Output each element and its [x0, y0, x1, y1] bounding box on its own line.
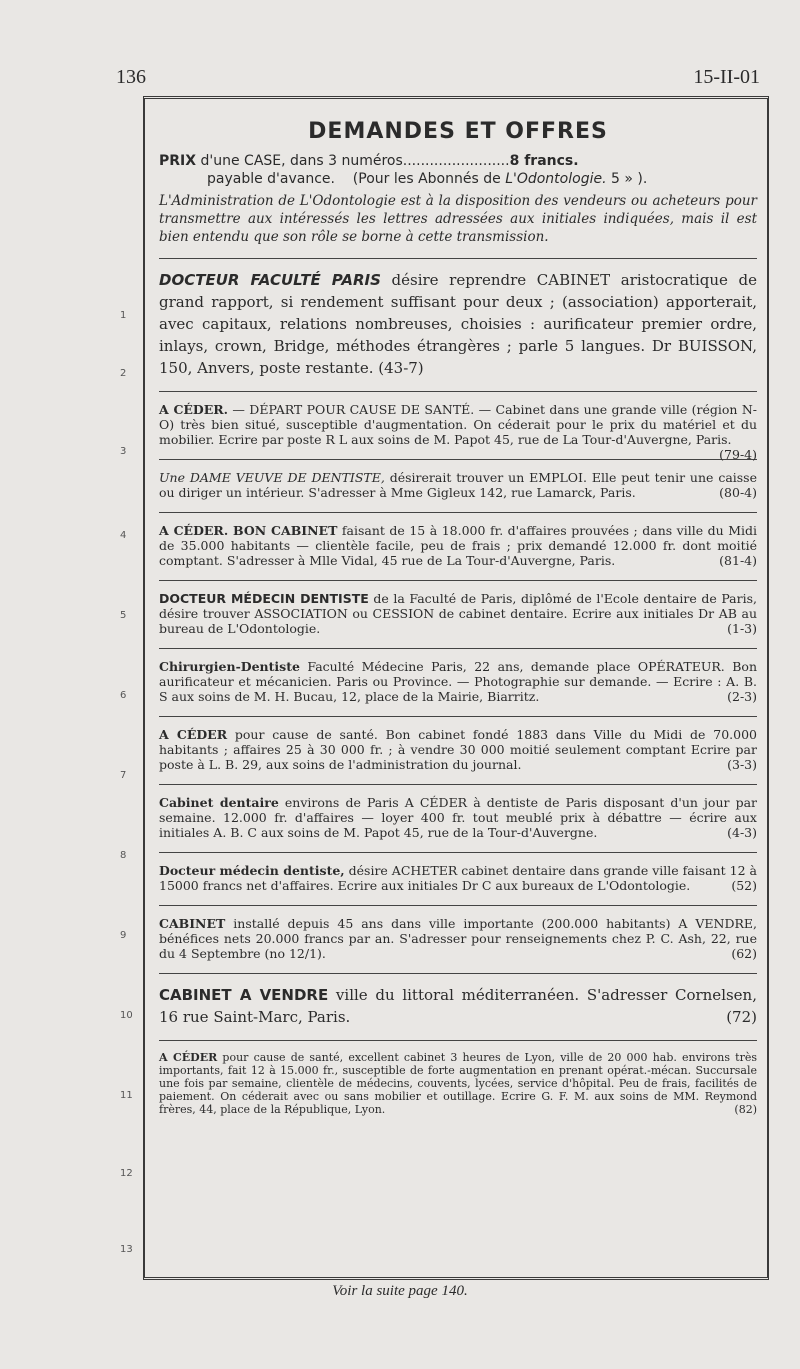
- price-line-1: [159, 152, 757, 170]
- divider: [159, 580, 757, 581]
- ad-item: [159, 727, 757, 772]
- price-desc: d'une CASE, dans 3 numéros........................: [196, 153, 510, 169]
- margin-number: 1: [120, 310, 127, 321]
- ad-lead: CABINET A VENDRE: [159, 986, 329, 1004]
- ad-lead: DOCTEUR MÉDECIN DENTISTE: [159, 591, 369, 606]
- divider: [159, 973, 757, 974]
- admin-notice: L'Administration de L'Odontologie est à la disposition des vendeurs ou acheteurs pour transmettre aux intéressés les lettres adressées aux initiales indiquées, mais il est bien entendu que son rôle se borne à cette transmission.: [159, 193, 757, 245]
- ad-lead: Docteur médecin dentiste,: [159, 863, 345, 878]
- ad-ref: (81-4): [719, 553, 757, 568]
- divider: [159, 905, 757, 906]
- divider: [159, 459, 757, 460]
- ad-lead: A CÉDER: [159, 1051, 218, 1064]
- ad-ref: (62): [731, 946, 757, 961]
- price-amount: 8 francs.: [509, 153, 579, 169]
- divider: [159, 1040, 757, 1041]
- ad-ref: (72): [726, 1008, 757, 1026]
- ad-lead: Une DAME VEUVE DE DENTISTE,: [159, 470, 385, 485]
- page-number: 136: [116, 66, 146, 88]
- ad-text: environs de Paris A CÉDER à dentiste de Paris disposant d'un jour par semaine. 12.000 fr. d'affaires — loyer 400 fr. tout meublé prix à débattre — écrire aux initiales A. B. C aux soins de M. Papot 45, rue de la Tour-d'Auvergne.: [159, 795, 757, 840]
- ad-item: [159, 984, 757, 1028]
- ad-text: — DÉPART POUR CAUSE DE SANTÉ. — Cabinet dans une grande ville (région N-O) très bien situé, susceptible d'augmentation. On céderait pour le prix du matériel et du mobilier. Ecrire par poste R L aux soins de M. Papot 45, rue de La Tour-d'Auvergne, Paris.: [159, 402, 757, 447]
- price-line-2: [159, 170, 757, 188]
- ad-lead: A CÉDER: [159, 727, 228, 742]
- ad-lead: CABINET: [159, 916, 226, 931]
- ad-item: [159, 916, 757, 961]
- ad-ref: (82): [734, 1103, 757, 1116]
- ad-item: [159, 470, 757, 500]
- ad-ref: (43-7): [378, 359, 424, 377]
- journal-name: L'Odontologie.: [505, 171, 607, 187]
- ad-item: [159, 863, 757, 893]
- continued-note: Voir la suite page 140.: [332, 1283, 468, 1299]
- issue-date: 15-II-01: [693, 66, 760, 88]
- margin-number: 13: [120, 1244, 133, 1255]
- margin-number: 8: [120, 850, 127, 861]
- margin-number: 12: [120, 1168, 133, 1179]
- margin-number: 10: [120, 1010, 133, 1021]
- divider: [159, 258, 757, 259]
- ad-item: [159, 1051, 757, 1116]
- margin-number: 9: [120, 930, 127, 941]
- ad-ref: (4-3): [727, 825, 757, 840]
- margin-number: 4: [120, 530, 127, 541]
- ad-ref: (52): [731, 878, 757, 893]
- page-title: DEMANDES ET OFFRES: [308, 119, 608, 144]
- divider: [159, 648, 757, 649]
- ad-text: faisant de 15 à 18.000 fr. d'affaires prouvées ; dans ville du Midi de 35.000 habitants — clientèle facile, peu de frais ; prix demandé 12.000 fr. dont moitié comptant. S'adresser à Mlle Vidal, 45 rue de La Tour-d'Auvergne, Paris.: [159, 523, 758, 568]
- margin-number: 6: [120, 690, 127, 701]
- ad-text: pour cause de santé, excellent cabinet 3 heures de Lyon, ville de 20 000 hab. environs très importants, fait 12 à 15.000 fr., susceptible de forte augmentation en prenant opérat.-mécan. Succursale une fois par semaine, clientèle de médecins, couvents, lycées, service d'hôpital. Peu de frais, facilités de paiement. On céderait avec ou sans mobilier et outillage. Ecrire G. F. M. aux soins de MM. Reymond frères, 44, place de la République, Lyon.: [159, 1051, 757, 1116]
- margin-number: 2: [120, 368, 127, 379]
- ad-item: [159, 659, 757, 704]
- ads-content: [159, 105, 757, 1116]
- divider: [159, 512, 757, 513]
- ad-ref: (2-3): [727, 689, 757, 704]
- divider: [159, 852, 757, 853]
- ad-ref: (80-4): [719, 485, 757, 500]
- ad-text: désire ACHETER cabinet dentaire dans grande ville faisant 12 à 15000 francs net d'affaires. Ecrire aux initiales Dr C aux bureaux de L'Odontologie.: [159, 863, 757, 893]
- ad-text: installé depuis 45 ans dans ville importante (200.000 habitants) A VENDRE, bénéfices nets 20.000 francs par an. S'adresser pour renseignements chez P. C. Ash, 22, rue du 4 Septembre (no 12/1).: [159, 916, 757, 961]
- divider: [159, 784, 757, 785]
- ad-text: Faculté Médecine Paris, 22 ans, demande place OPÉRATEUR. Bon aurificateur et mécanicien. Paris ou Province. — Photographie sur demande. — Ecrire : A. B. S aux soins de M. H. Bucau, 12, place de la Mairie, Biarritz.: [159, 659, 757, 704]
- ads-frame: [143, 96, 769, 1280]
- price-label: PRIX: [159, 153, 197, 169]
- ad-text: ville du littoral méditerranéen. S'adresser Cornelsen, 16 rue Saint-Marc, Paris.: [159, 986, 757, 1026]
- payment-terms: payable d'avance.: [207, 171, 335, 187]
- ad-ref: (3-3): [727, 757, 757, 772]
- ad-lead: A CÉDER.: [159, 402, 229, 417]
- ad-item: [159, 795, 757, 840]
- ad-item: [159, 269, 757, 379]
- ad-lead: Chirurgien-Dentiste: [159, 659, 300, 674]
- ad-lead: DOCTEUR FACULTÉ PARIS: [159, 271, 381, 289]
- ad-text: désirerait trouver un EMPLOI. Elle peut tenir une caisse ou diriger un intérieur. S'adresser à Mme Gigleux 142, rue Lamarck, Paris.: [159, 470, 757, 500]
- margin-number: 3: [120, 446, 127, 457]
- margin-number: 7: [120, 770, 127, 781]
- divider: [159, 716, 757, 717]
- ad-ref: (1-3): [727, 621, 757, 636]
- ad-item: [159, 591, 757, 636]
- ad-text: de la Faculté de Paris, diplômé de l'Ecole dentaire de Paris, désire trouver ASSOCIATION ou CESSION de cabinet dentaire. Ecrire aux initiales Dr AB au bureau de L'Odontologie.: [159, 591, 757, 636]
- margin-number: 5: [120, 610, 127, 621]
- divider: [159, 391, 757, 392]
- ad-item: [159, 402, 757, 462]
- ad-item: [159, 523, 757, 568]
- subscriber-note-a: (Pour les Abonnés de: [352, 171, 506, 187]
- subscriber-price: 5 » ).: [606, 171, 648, 187]
- ad-text: désire reprendre CABINET aristocratique de grand rapport, si rendement suffisant pour deux ; (association) apporterait, avec capitaux, relations nombreuses, choisies : aurificateur premier ordre, inlays, crown, Bridge, méthodes étrangères ; parle 5 langues. Dr BUISSON, 150, Anvers, poste restante.: [159, 271, 757, 377]
- ad-lead: Cabinet dentaire: [159, 795, 279, 810]
- margin-number: 11: [120, 1090, 133, 1101]
- ad-ref: (79-4): [719, 447, 757, 462]
- ad-text: pour cause de santé. Bon cabinet fondé 1883 dans Ville du Midi de 70.000 habitants ; affaires 25 à 30 000 fr. ; à vendre 30 000 moitié seulement comptant Ecrire par poste à L. B. 29, aux soins de l'administration du journal.: [159, 727, 757, 772]
- ad-lead: A CÉDER. BON CABINET: [159, 523, 338, 538]
